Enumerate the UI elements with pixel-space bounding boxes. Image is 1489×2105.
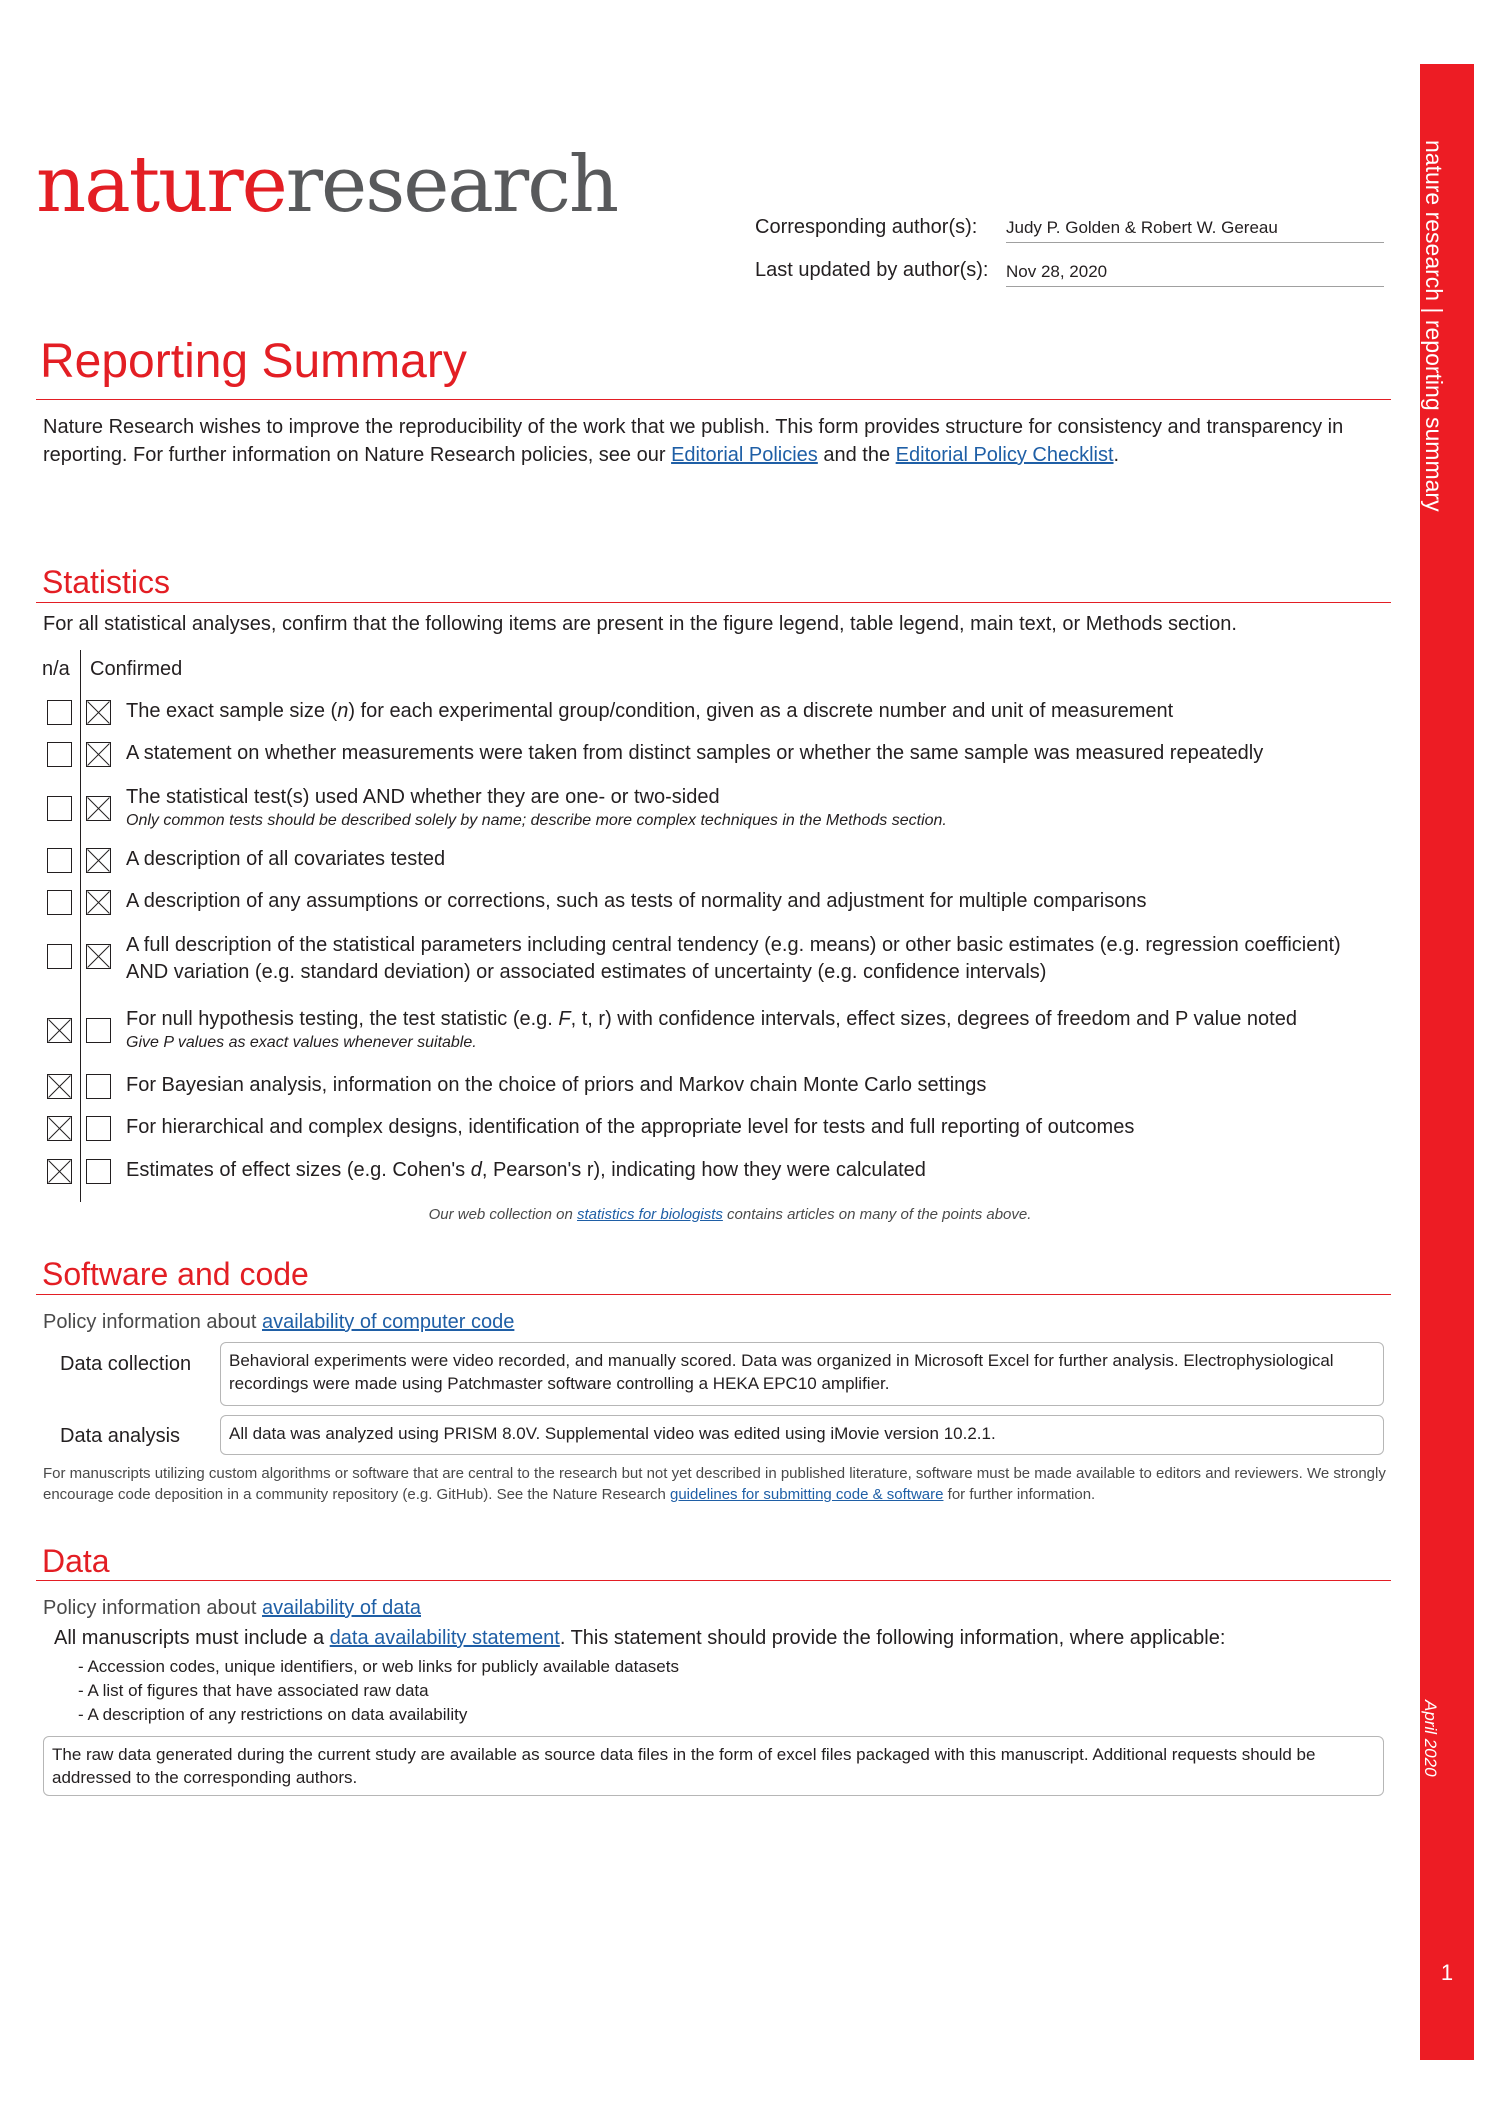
computer-code-link[interactable]: availability of computer code <box>262 1311 515 1333</box>
web-collection-note <box>0 1206 1460 1223</box>
checklist-item-text <box>126 740 1386 767</box>
software-rule <box>36 1294 1391 1295</box>
data-policy-line <box>43 1597 421 1620</box>
statistics-lead: For all statistical analyses, confirm that the following items are present in the figure legend, table legend, main text, or Methods section. <box>43 613 1237 635</box>
item-note: Only common tests should be described solely by name; describe more complex techniques in the Methods section. <box>126 812 947 829</box>
intro-text-end: . <box>1113 444 1120 466</box>
na-checkbox[interactable] <box>47 1159 72 1184</box>
na-checkbox[interactable] <box>47 742 72 767</box>
item-italic: d <box>470 1159 482 1181</box>
statistics-heading: Statistics <box>42 564 171 600</box>
item-text: A statement on whether measurements were taken from distinct samples or whether the same sample was measured repeatedly <box>126 742 1264 764</box>
confirmed-checkbox[interactable] <box>86 742 111 767</box>
column-divider <box>80 650 81 1202</box>
na-checkbox[interactable] <box>47 700 72 725</box>
editorial-checklist-link[interactable]: Editorial Policy Checklist <box>895 444 1114 466</box>
item-text: The exact sample size ( <box>126 700 338 722</box>
updated-field[interactable]: Nov 28, 2020 <box>1006 262 1384 287</box>
page-title: Reporting Summary <box>40 335 467 388</box>
side-bar-date: April 2020 <box>1421 1700 1440 1777</box>
checklist-item-text <box>126 846 1386 873</box>
checklist-item-text <box>126 1114 1386 1141</box>
item-text-end: ) for each experimental group/condition, given as a discrete number and unit of measurement <box>348 700 1174 722</box>
data-heading: Data <box>42 1543 110 1579</box>
confirmed-checkbox[interactable] <box>86 890 111 915</box>
author-field[interactable]: Judy P. Golden & Robert W. Gereau <box>1006 218 1384 243</box>
confirmed-checkbox[interactable] <box>86 1159 111 1184</box>
item-italic: F <box>558 1008 571 1030</box>
data-policy-text: Policy information about <box>43 1597 263 1619</box>
item-text-end: , Pearson's r), indicating how they were calculated <box>481 1159 926 1181</box>
item-text-end: , t, r) with confidence intervals, effect sizes, degrees of freedom and P value noted <box>570 1008 1297 1030</box>
code-guidelines-link[interactable]: guidelines for submitting code & software <box>670 1486 944 1503</box>
confirmed-checkbox[interactable] <box>86 1074 111 1099</box>
na-checkbox[interactable] <box>47 944 72 969</box>
confirmed-checkbox[interactable] <box>86 796 111 821</box>
data-lead-text-end: . This statement should provide the following information, where applicable: <box>559 1627 1226 1649</box>
checklist-item-text <box>126 784 1386 831</box>
data-availability-statement-link[interactable]: data availability statement <box>329 1627 560 1649</box>
availability-of-data-link[interactable]: availability of data <box>262 1597 421 1619</box>
checklist-item-text <box>126 932 1386 986</box>
checklist-item-text <box>126 888 1386 915</box>
checklist-item-text <box>126 1157 1386 1184</box>
software-policy-text: Policy information about <box>43 1311 263 1333</box>
statistics-rule <box>36 602 1391 603</box>
logo-word-research: research <box>285 140 618 230</box>
fineprint-text: For manuscripts utilizing custom algorithms or software that are central to the research but not yet described in published literature, software must be made available to editors and reviewers. We strongly encourage code deposition in a community repository (e.g. GitHub). See the Nature Research <box>43 1465 1386 1503</box>
data-availability-field[interactable]: The raw data generated during the current study are available as source data files in the form of excel files packaged with this manuscript. Additional requests should be addressed to the corresponding authors. <box>43 1736 1384 1796</box>
data-lead-text: All manuscripts must include a <box>54 1627 330 1649</box>
na-checkbox[interactable] <box>47 1018 72 1043</box>
editorial-policies-link[interactable]: Editorial Policies <box>671 444 818 466</box>
data-bullet-list <box>78 1655 679 1727</box>
intro-paragraph <box>43 413 1383 469</box>
checklist-item-text <box>126 698 1386 725</box>
side-bar-title: nature research | reporting summary <box>1421 140 1447 512</box>
na-checkbox[interactable] <box>47 848 72 873</box>
list-item: - A description of any restrictions on data availability <box>78 1705 468 1724</box>
page-number: 1 <box>1440 1960 1454 1985</box>
title-rule <box>36 399 1391 400</box>
confirmed-checkbox[interactable] <box>86 944 111 969</box>
na-checkbox[interactable] <box>47 1116 72 1141</box>
item-text: The statistical test(s) used AND whether they are one- or two-sided <box>126 786 720 808</box>
item-text: A full description of the statistical parameters including central tendency (e.g. means) or other basic estimates (e.g. regression coefficient) AND variation (e.g. standard deviation) or associated estimates of uncertainty (e.g. confidence intervals) <box>126 934 1341 983</box>
web-note-text: Our web collection on <box>428 1206 577 1223</box>
data-rule <box>36 1580 1391 1581</box>
item-text: For null hypothesis testing, the test statistic (e.g. <box>126 1008 559 1030</box>
software-policy-line <box>43 1311 514 1334</box>
software-fineprint <box>43 1463 1393 1505</box>
nature-research-logo <box>36 140 618 230</box>
na-checkbox[interactable] <box>47 796 72 821</box>
item-note: Give P values as exact values whenever suitable. <box>126 1034 477 1051</box>
data-collection-label: Data collection <box>60 1353 192 1375</box>
item-text: For Bayesian analysis, information on the choice of priors and Markov chain Monte Carlo settings <box>126 1074 987 1096</box>
item-text: Estimates of effect sizes (e.g. Cohen's <box>126 1159 471 1181</box>
confirmed-column-header: Confirmed <box>90 658 183 680</box>
updated-label: Last updated by author(s): <box>755 259 989 281</box>
data-lead <box>54 1624 1394 1652</box>
checklist-item-text <box>126 1006 1386 1053</box>
checklist-item-text <box>126 1072 1386 1099</box>
na-checkbox[interactable] <box>47 1074 72 1099</box>
item-text: A description of any assumptions or corrections, such as tests of normality and adjustment for multiple comparisons <box>126 890 1147 912</box>
intro-text-mid: and the <box>817 444 896 466</box>
author-label: Corresponding author(s): <box>755 216 978 238</box>
data-collection-field[interactable]: Behavioral experiments were video recorded, and manually scored. Data was organized in Microsoft Excel for further analysis. Electrophysiological recordings were made using Patchmaster software controlling a HEKA EPC10 amplifier. <box>220 1342 1384 1406</box>
confirmed-checkbox[interactable] <box>86 848 111 873</box>
list-item: - Accession codes, unique identifiers, or web links for publicly available datasets <box>78 1657 679 1676</box>
data-analysis-label: Data analysis <box>60 1425 181 1447</box>
software-heading: Software and code <box>42 1256 309 1292</box>
statistics-for-biologists-link[interactable]: statistics for biologists <box>577 1206 723 1223</box>
item-text: For hierarchical and complex designs, identification of the appropriate level for tests and full reporting of outcomes <box>126 1116 1135 1138</box>
list-item: - A list of figures that have associated raw data <box>78 1681 429 1700</box>
logo-word-nature: nature <box>36 140 286 230</box>
na-column-header: n/a <box>42 658 70 680</box>
fineprint-text-end: for further information. <box>943 1486 1096 1503</box>
intro-text: Nature Research wishes to improve the reproducibility of the work that we publish. This form provides structure for consistency and transparency in reporting. For further information on Nature Research policies, see our <box>43 416 1344 466</box>
na-checkbox[interactable] <box>47 890 72 915</box>
confirmed-checkbox[interactable] <box>86 700 111 725</box>
data-analysis-field[interactable]: All data was analyzed using PRISM 8.0V. Supplemental video was edited using iMovie version 10.2.1. <box>220 1415 1384 1455</box>
confirmed-checkbox[interactable] <box>86 1116 111 1141</box>
item-text: A description of all covariates tested <box>126 848 446 870</box>
item-italic: n <box>337 700 349 722</box>
web-note-text-end: contains articles on many of the points above. <box>722 1206 1032 1223</box>
confirmed-checkbox[interactable] <box>86 1018 111 1043</box>
